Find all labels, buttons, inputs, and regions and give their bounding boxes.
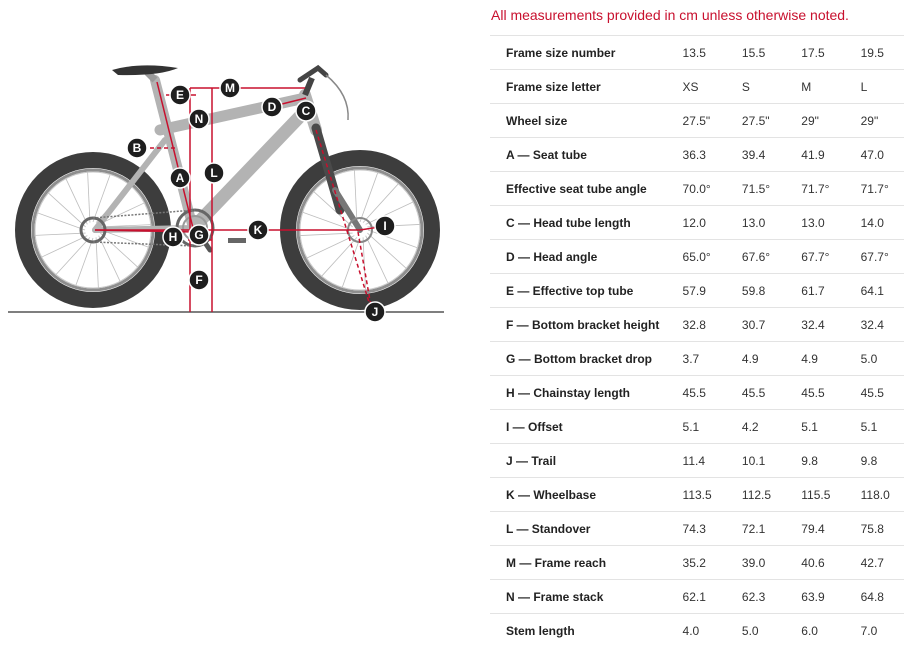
badge-i xyxy=(375,216,395,236)
row-value: 15.5 xyxy=(726,36,785,70)
row-value: 115.5 xyxy=(785,478,844,512)
row-label: D — Head angle xyxy=(490,240,667,274)
badge-label: F xyxy=(195,273,203,287)
badge-label: K xyxy=(253,223,263,237)
row-value: 45.5 xyxy=(845,376,904,410)
row-value: L xyxy=(845,70,904,104)
badge-label: C xyxy=(301,104,311,118)
row-value: 32.4 xyxy=(785,308,844,342)
row-value: 64.1 xyxy=(845,274,904,308)
badge-label: L xyxy=(210,166,218,180)
row-label: E — Effective top tube xyxy=(490,274,667,308)
row-label: A — Seat tube xyxy=(490,138,667,172)
badge-label: N xyxy=(194,112,204,126)
badge-label: M xyxy=(225,81,235,95)
row-value: 39.4 xyxy=(726,138,785,172)
saddle xyxy=(112,65,178,75)
row-value: 67.7° xyxy=(785,240,844,274)
row-value: 74.3 xyxy=(667,512,726,546)
table-row xyxy=(490,36,904,70)
table-row xyxy=(490,206,904,240)
row-value: 30.7 xyxy=(726,308,785,342)
row-value: 57.9 xyxy=(667,274,726,308)
table-row xyxy=(490,138,904,172)
row-value: 12.0 xyxy=(667,206,726,240)
row-value: 14.0 xyxy=(845,206,904,240)
row-value: 62.3 xyxy=(726,580,785,614)
row-value: 63.9 xyxy=(785,580,844,614)
row-label: Frame size letter xyxy=(490,70,667,104)
bike-frame xyxy=(95,80,316,230)
table-row xyxy=(490,342,904,376)
badge-f xyxy=(189,270,209,290)
badge-label: A xyxy=(175,171,185,185)
row-value: 13.0 xyxy=(726,206,785,240)
table-row xyxy=(490,274,904,308)
row-value: 70.0° xyxy=(667,172,726,206)
table-row xyxy=(490,308,904,342)
badge-j xyxy=(365,302,385,322)
row-value: 10.1 xyxy=(726,444,785,478)
badge-h xyxy=(163,227,183,247)
row-value: 19.5 xyxy=(845,36,904,70)
row-label: J — Trail xyxy=(490,444,667,478)
row-value: 29" xyxy=(785,104,844,138)
badge-a xyxy=(170,168,190,188)
table-row xyxy=(490,580,904,614)
badge-n xyxy=(189,109,209,129)
table-row xyxy=(490,478,904,512)
row-value: 5.0 xyxy=(845,342,904,376)
row-label: Stem length xyxy=(490,614,667,648)
row-value: 6.0 xyxy=(785,614,844,648)
geometry-table xyxy=(490,35,904,647)
row-value: 41.9 xyxy=(785,138,844,172)
row-label: Frame size number xyxy=(490,36,667,70)
row-label: N — Frame stack xyxy=(490,580,667,614)
row-value: 5.0 xyxy=(726,614,785,648)
row-value: 5.1 xyxy=(785,410,844,444)
row-value: 35.2 xyxy=(667,546,726,580)
row-label: H — Chainstay length xyxy=(490,376,667,410)
row-value: 112.5 xyxy=(726,478,785,512)
table-row xyxy=(490,104,904,138)
row-value: 39.0 xyxy=(726,546,785,580)
badge-d xyxy=(262,97,282,117)
row-value: 75.8 xyxy=(845,512,904,546)
row-value: 113.5 xyxy=(667,478,726,512)
row-value: 72.1 xyxy=(726,512,785,546)
table-row xyxy=(490,240,904,274)
row-value: 17.5 xyxy=(785,36,844,70)
badge-label: D xyxy=(267,100,277,114)
row-value: 62.1 xyxy=(667,580,726,614)
row-value: 65.0° xyxy=(667,240,726,274)
badge-g xyxy=(189,225,209,245)
badge-c xyxy=(296,101,316,121)
row-value: 13.0 xyxy=(785,206,844,240)
row-value: 118.0 xyxy=(845,478,904,512)
row-value: 32.4 xyxy=(845,308,904,342)
bike-geometry-diagram xyxy=(0,40,460,330)
table-row xyxy=(490,546,904,580)
measurement-note: All measurements provided in cm unless otherwise noted. xyxy=(491,7,849,23)
row-value: 40.6 xyxy=(785,546,844,580)
badge-m xyxy=(220,78,240,98)
row-value: 64.8 xyxy=(845,580,904,614)
row-value: 71.7° xyxy=(785,172,844,206)
row-value: 36.3 xyxy=(667,138,726,172)
row-label: F — Bottom bracket height xyxy=(490,308,667,342)
badge-label: G xyxy=(194,228,204,242)
row-value: S xyxy=(726,70,785,104)
row-value: 5.1 xyxy=(667,410,726,444)
row-value: 5.1 xyxy=(845,410,904,444)
row-label: L — Standover xyxy=(490,512,667,546)
row-value: 71.7° xyxy=(845,172,904,206)
row-value: M xyxy=(785,70,844,104)
row-value: 4.0 xyxy=(667,614,726,648)
row-label: C — Head tube length xyxy=(490,206,667,240)
table-row xyxy=(490,70,904,104)
row-value: 13.5 xyxy=(667,36,726,70)
row-value: 9.8 xyxy=(845,444,904,478)
row-value: XS xyxy=(667,70,726,104)
row-value: 27.5" xyxy=(726,104,785,138)
row-value: 47.0 xyxy=(845,138,904,172)
table-row xyxy=(490,444,904,478)
badge-label: H xyxy=(168,230,178,244)
badge-k xyxy=(248,220,268,240)
table-row xyxy=(490,614,904,648)
row-value: 27.5" xyxy=(667,104,726,138)
badge-b xyxy=(127,138,147,158)
badge-l xyxy=(204,163,224,183)
row-value: 59.8 xyxy=(726,274,785,308)
row-value: 79.4 xyxy=(785,512,844,546)
row-value: 3.7 xyxy=(667,342,726,376)
row-value: 32.8 xyxy=(667,308,726,342)
row-value: 61.7 xyxy=(785,274,844,308)
badge-label: I xyxy=(383,219,387,233)
row-value: 67.7° xyxy=(845,240,904,274)
row-value: 7.0 xyxy=(845,614,904,648)
row-label: M — Frame reach xyxy=(490,546,667,580)
badge-label: E xyxy=(175,88,185,102)
row-label: G — Bottom bracket drop xyxy=(490,342,667,376)
row-label: Wheel size xyxy=(490,104,667,138)
row-value: 45.5 xyxy=(785,376,844,410)
badge-label: B xyxy=(132,141,142,155)
badge-e xyxy=(170,85,190,105)
row-value: 4.9 xyxy=(726,342,785,376)
row-label: K — Wheelbase xyxy=(490,478,667,512)
row-value: 4.2 xyxy=(726,410,785,444)
row-label: I — Offset xyxy=(490,410,667,444)
row-value: 45.5 xyxy=(667,376,726,410)
row-value: 29" xyxy=(845,104,904,138)
row-value: 9.8 xyxy=(785,444,844,478)
row-value: 67.6° xyxy=(726,240,785,274)
row-value: 11.4 xyxy=(667,444,726,478)
table-row xyxy=(490,376,904,410)
badge-label: J xyxy=(371,305,379,319)
table-row xyxy=(490,172,904,206)
table-row xyxy=(490,512,904,546)
table-row xyxy=(490,410,904,444)
row-label: Effective seat tube angle xyxy=(490,172,667,206)
row-value: 4.9 xyxy=(785,342,844,376)
row-value: 71.5° xyxy=(726,172,785,206)
row-value: 42.7 xyxy=(845,546,904,580)
row-value: 45.5 xyxy=(726,376,785,410)
